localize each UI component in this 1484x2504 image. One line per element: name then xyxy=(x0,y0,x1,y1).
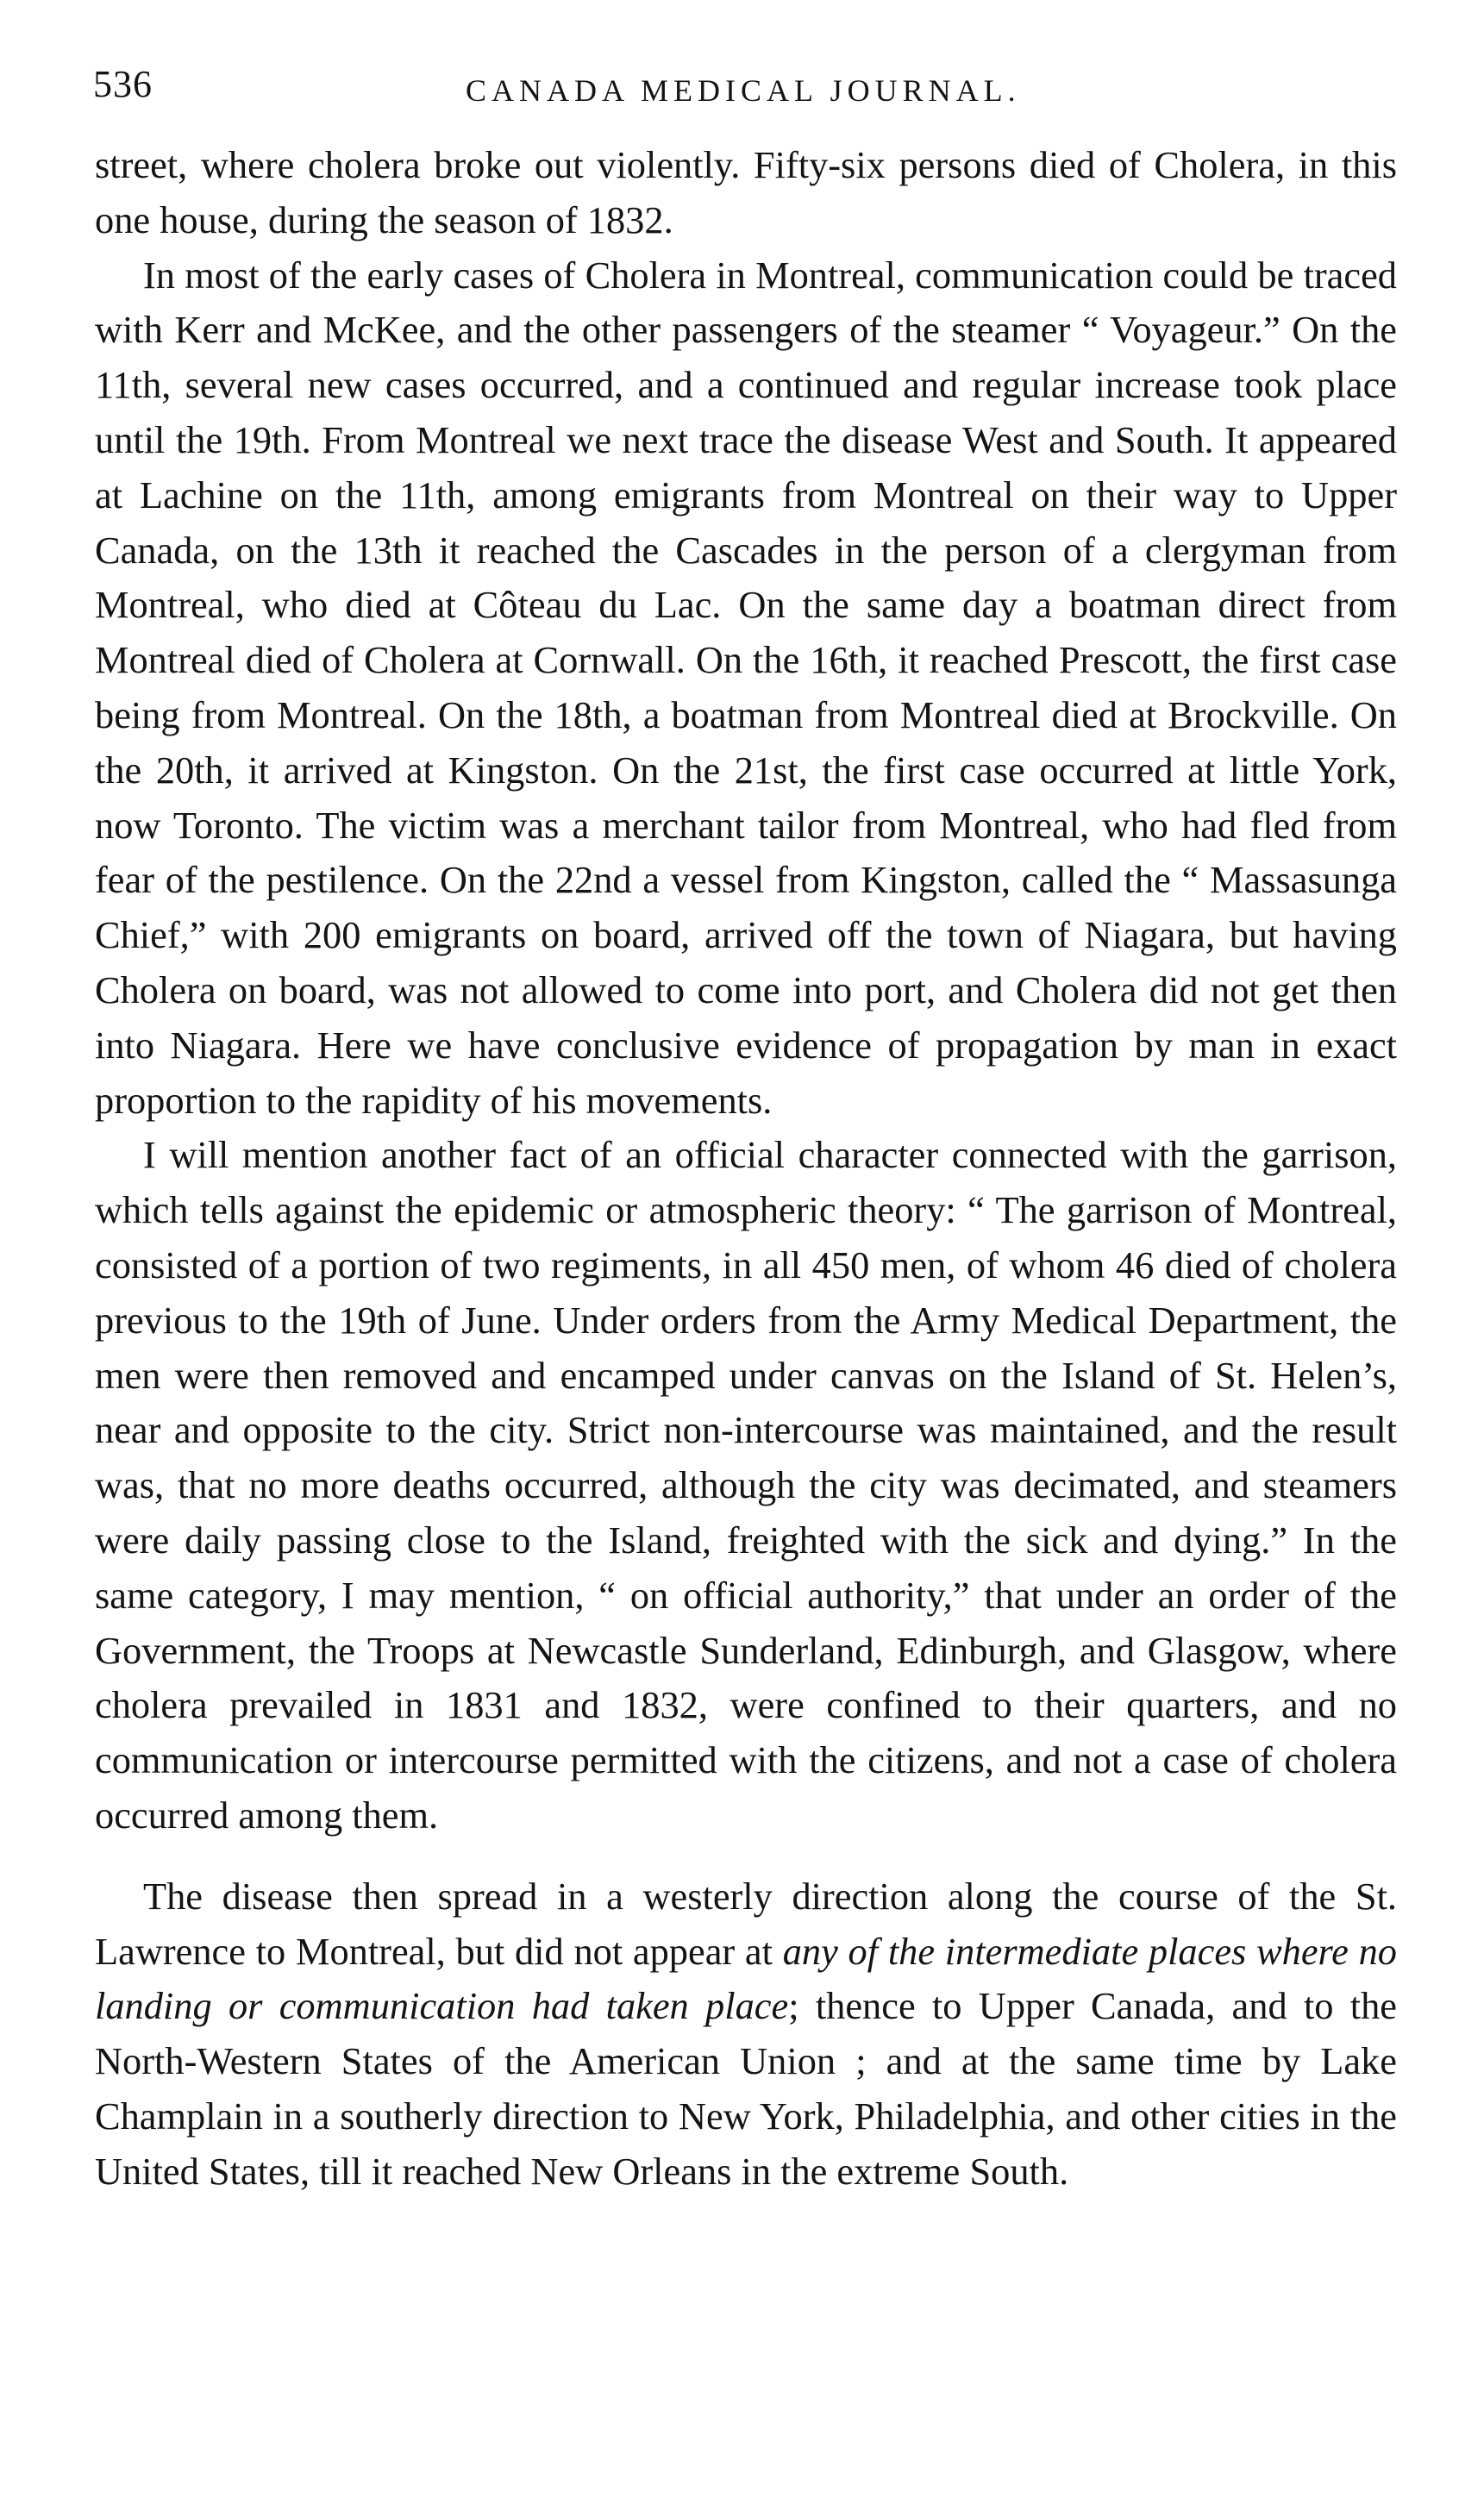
page-number: 536 xyxy=(93,63,153,105)
paragraph-continuation: street, where cholera broke out violently. Fifty-six persons died of Cholera, in this one house, during the season of 1832. xyxy=(95,143,1397,241)
article-body xyxy=(95,138,1397,2199)
paragraph-text-after: ; thence to Upper Canada, and to the North-Western States of the American Union ; and at the same time by Lake Champlain in a southerly direction to New York, Philadelphia, and other cities in the United States, till it reached New Orleans in the extreme South. xyxy=(95,1984,1398,2193)
paragraph-garrison: I will mention another fact of an official character connected with the garrison, which tells against the epidemic or atmospheric theory: “ The garrison of Montreal, consisted of a portion of two regiments, in all 450 men, of whom 46 died of cholera previous to the 19th of June. Under orders from the Army Medical Department, the men were then removed and encamped under canvas on the Island of St. Helen’s, near and opposite to the city. Strict non-intercourse was maintained, and the result was, that no more deaths occurred, although the city was decimated, and steamers were daily passing close to the Island, freighted with the sick and dying.” In the same category, I may mention, “ on official authority,” that under an order of the Government, the Troops at Newcastle Sunderland, Edinburgh, and Glasgow, where cholera prevailed in 1831 and 1832, were confined to their quarters, and no communication or intercourse permitted with the citizens, and not a case of cholera occurred among them. xyxy=(95,1133,1397,1837)
paragraph-cholera-spread: In most of the early cases of Cholera in Montreal, communication could be traced with Kerr and McKee, and the other passengers of the steamer “ Voyageur.” On the 11th, several new cases occurred, and a continued and regular increase took place until the 19th. From Montreal we next trace the disease West and South. It appeared at Lachine on the 11th, among emigrants from Montreal on their way to Upper Canada, on the 13th it reached the Cascades in the person of a clergyman from Montreal, who died at Côteau du Lac. On the same day a boatman direct from Montreal died of Cholera at Cornwall. On the 16th, it reached Prescott, the first case being from Montreal. On the 18th, a boatman from Montreal died at Brockville. On the 20th, it arrived at Kingston. On the 21st, the first case occurred at little York, now Toronto. The victim was a merchant tailor from Montreal, who had fled from fear of the pestilence. On the 22nd a vessel from Kingston, called the “ Massasunga Chief,” with 200 emigrants on board, arrived off the town of Niagara, but having Cholera on board, was not allowed to come into port, and Cholera did not get then into Niagara. Here we have conclusive evidence of propagation by man in exact proportion to the rapidity of his movements. xyxy=(95,253,1397,1122)
italic-phrase: any of the intermediate places where no landing or communication had taken place xyxy=(95,1929,1397,2028)
paragraph-text-before: The disease then spread in a westerly direction along the course of the St. Lawrence to Montreal, but did not appear at xyxy=(95,1874,1397,1973)
running-title: CANADA MEDICAL JOURNAL. xyxy=(466,73,1021,108)
paragraph-westerly-spread xyxy=(95,1869,1397,2200)
